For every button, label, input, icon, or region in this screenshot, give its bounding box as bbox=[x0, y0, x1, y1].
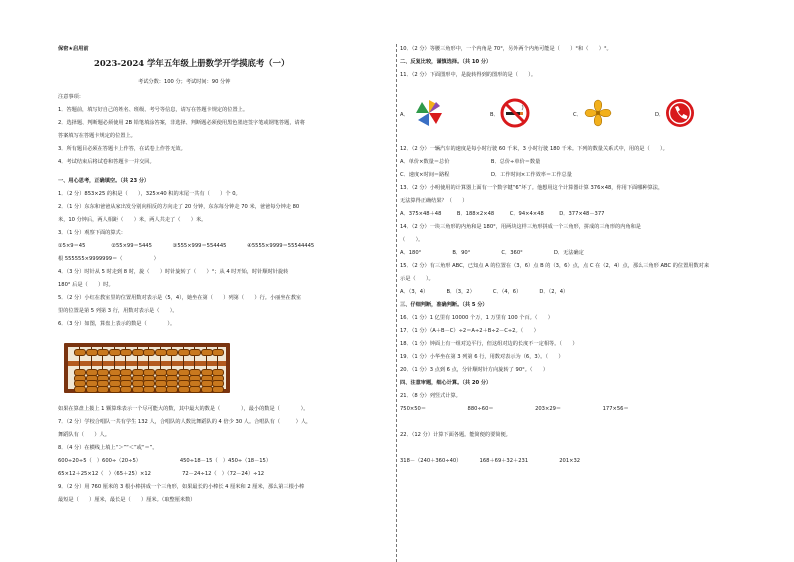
abacus-bead bbox=[201, 349, 213, 356]
abacus-bead bbox=[212, 386, 224, 393]
abacus-bead bbox=[120, 386, 132, 393]
left-question-line: 65×12＋25×12（ ）（65＋25）×12 72－24÷12（ ）（72－24）÷12 bbox=[58, 471, 265, 477]
note-item: 2．选择题、判断题必须使用 2B 铅笔填涂答案，非选择、判断题必须使用黑色墨迹签字笔或钢笔答题，请将 bbox=[58, 120, 305, 126]
column-divider bbox=[396, 44, 397, 562]
abacus-bead bbox=[86, 349, 98, 356]
right-question-line: 11．（2 分）下面图形中，是旋转得到的图形的是（ ）。 bbox=[400, 72, 537, 78]
abacus-bead bbox=[97, 349, 109, 356]
abacus-bead bbox=[166, 349, 178, 356]
abacus-image bbox=[64, 343, 230, 393]
q11-option-b: B． bbox=[490, 112, 499, 118]
abacus-bead bbox=[189, 349, 201, 356]
right-question-line: 16．（1 分）1 亿里有 10000 个万，1 万里有 100 个百。（ ） bbox=[400, 315, 553, 321]
left-question-line: 4．（3 分）时针从 5 时走到 8 时，旋（ ）时针旋转了（ ）°；从 4 时开始，时针顺时针旋转 bbox=[58, 269, 289, 275]
abacus-bead bbox=[178, 386, 190, 393]
right-question-line: 17．（1 分）（A＋B－C）÷2＝A÷2＋B÷2－C÷2。（ ） bbox=[400, 328, 539, 334]
abacus-bead bbox=[166, 386, 178, 393]
left-question-line: 5．（2 分）小红在教室里的位置用数对表示是（5，4），她坐在第（ ）列第（ ）行。小丽坐在教室 bbox=[58, 295, 302, 301]
note-item: 4．考试结束后将试卷和答题卡一并交回。 bbox=[58, 159, 155, 165]
right-question-line: 示是（ ）。 bbox=[400, 276, 434, 282]
fan-blade-icon bbox=[583, 98, 613, 128]
right-question-line: 无法算得正确结果？（ ） bbox=[400, 198, 468, 204]
right-question-line: 18．（1 分）钟面上有一组对边平行，但这组对边的长度不一定相等。（ ） bbox=[400, 341, 578, 347]
right-question-line: C．速度×时间＝路程 D．工作时间×工作效率＝工作总量 bbox=[400, 172, 572, 178]
right-question-line: 21．（8 分）列竖式计算。 bbox=[400, 393, 461, 399]
right-question-line: 750×50＝ 880÷60＝ 203×29＝ 177×56＝ bbox=[400, 406, 629, 412]
right-column bbox=[400, 0, 770, 562]
confidential-label: 保密★启用前 bbox=[58, 46, 89, 52]
left-question-line: 3．（1 分）观察下面的算式： bbox=[58, 230, 126, 236]
no-smoking-icon bbox=[500, 98, 530, 128]
right-question-line: A．（3，4） B．（3，2） C．（4，6） D．（2，4） bbox=[400, 289, 569, 295]
left-question-line: 6．（3 分）如图，算盘上表示的数是（ ）。 bbox=[58, 321, 176, 327]
right-question-line: A．375×48＋48 B．188×2×48 C．94×4×48 D．377×48－377 bbox=[400, 211, 605, 217]
note-item: 3．所有题目必须在答题卡上作答，在试卷上作答无效。 bbox=[58, 146, 186, 152]
abacus-bead bbox=[201, 386, 213, 393]
right-question-line: 三、仔细判断，准确判断。（共 5 分） bbox=[400, 302, 488, 308]
right-question-line: A．单价×数量＝总价 B．总价÷单价＝数量 bbox=[400, 159, 541, 165]
abacus-bead bbox=[120, 349, 132, 356]
abacus-bead bbox=[132, 349, 144, 356]
abacus-bead bbox=[189, 386, 201, 393]
right-question-line: 19．（1 分）小华坐在第 3 列第 6 行，用数对表示为（6，3）。（ ） bbox=[400, 354, 564, 360]
left-question-line: 里的位置是第 5 列第 3 行，用数对表示是（ ）。 bbox=[58, 308, 178, 314]
left-question-line: 7．（2 分）学校合唱队一共有学生 132 人，合唱队的人数比舞蹈队的 4 倍少 30 人。合唱队有（ ）人， bbox=[58, 419, 312, 425]
exam-meta: 考试分数：100 分；考试时间：90 分钟 bbox=[138, 79, 231, 85]
right-question-line: 10．（2 分）等腰三角形中，一个内角是 70°，另外两个内角可能是（ ）°和（ ）°。 bbox=[400, 46, 612, 52]
q11-option-a: A． bbox=[400, 112, 409, 118]
left-question-line: 9．（2 分）用 760 厘米的 3 根小棒拼成一个三角形，如果最长的小棒长 4 厘米和 2 厘米，那么第三根小棒 bbox=[58, 484, 305, 490]
abacus-bead bbox=[178, 349, 190, 356]
abacus-bead bbox=[109, 349, 121, 356]
left-question-line: ①5×9＝45 ②55×99＝5445 ③555×999＝554445 ④5555×9999＝55544445 bbox=[58, 243, 315, 249]
right-question-line: （ ）。 bbox=[400, 237, 424, 243]
left-question-line: 最短是（ ）厘米，最长是（ ）厘米。（取整厘米数） bbox=[58, 497, 196, 503]
abacus-bead bbox=[97, 386, 109, 393]
abacus-bead bbox=[143, 386, 155, 393]
abacus-bead bbox=[143, 349, 155, 356]
q11-option-c: C． bbox=[573, 112, 582, 118]
left-question-line: 600÷20÷5（ ）600÷（20÷5） 450÷18－15（ ）450÷（18－15） bbox=[58, 458, 272, 464]
abacus-bead bbox=[86, 386, 98, 393]
note-item: 答案填写在答题卡规定的位置上。 bbox=[58, 133, 136, 139]
left-question-line: 如果在算盘上拨上 1 颗算珠表示一个尽可能大的数，其中最大的数是（ ），最小的数是（ ）。 bbox=[58, 406, 309, 412]
right-question-line: 12．（2 分）一辆汽车的速度是每小时行驶 60 千米，3 小时行驶 180 千米。下列的数量关系式中，用的是（ ）。 bbox=[400, 146, 668, 152]
abacus-beam bbox=[68, 361, 226, 366]
abacus-bead bbox=[74, 349, 86, 356]
abacus-bead bbox=[212, 349, 224, 356]
abacus-bead bbox=[155, 386, 167, 393]
abacus-bead bbox=[74, 386, 86, 393]
left-question-line: 米，10 分钟后，两人相距（ ）米，两人共走了（ ）米。 bbox=[58, 217, 207, 223]
abacus-bead bbox=[155, 349, 167, 356]
left-question-line: 根 555555×9999999＝（ ） bbox=[58, 256, 159, 262]
right-question-line: 14．（2 分）一块三角形的内角和是 180°，用两块这样三角形拼成一个三角形，拼成的三角形的内角和是 bbox=[400, 224, 641, 230]
abacus-frame bbox=[68, 347, 226, 389]
notes-heading: 注意事项： bbox=[58, 94, 84, 100]
right-question-line: 318－（240＋360÷40） 168＋69＋32＋231 201×32 bbox=[400, 458, 581, 464]
left-question-line: 8．（4 分）在横线上填上“＞”“＜”或“＝”。 bbox=[58, 445, 158, 451]
left-question-line: 2．（1 分）东东和爸爸从家出发分别向相反的方向走了 20 分钟，东东每分钟走 70 米，爸爸每分钟走 80 bbox=[58, 204, 300, 210]
left-question-line: 一、用心思考，正确填空。（共 23 分） bbox=[58, 178, 150, 184]
right-question-line: 22．（12 分）计算下面各题。能简便的要简便。 bbox=[400, 432, 511, 438]
exam-title: 2023-2024 学年五年级上册数学开学摸底考（一） bbox=[94, 58, 290, 68]
phone-icon bbox=[665, 98, 695, 128]
note-item: 1．答题前，填写好自己的姓名、班级、考号等信息，请写在答题卡规定的位置上。 bbox=[58, 107, 249, 113]
pinwheel-icon bbox=[414, 98, 444, 128]
left-question-line: 180° 后是（ ）时。 bbox=[58, 282, 114, 288]
q11-option-d: D． bbox=[655, 112, 665, 118]
abacus-bead bbox=[132, 386, 144, 393]
right-question-line: 13．（2 分）小明使用的计算器上面有一个数字键“6”坏了。他想用这个计算器计算 376×48，你用下面哪种算法， bbox=[400, 185, 664, 191]
right-question-line: A．180° B．90° C．360° D．无法确定 bbox=[400, 250, 584, 256]
left-question-line: 舞蹈队有（ ）人。 bbox=[58, 432, 110, 438]
left-column bbox=[58, 0, 393, 562]
abacus-bead bbox=[109, 386, 121, 393]
left-question-line: 1．（2 分）853×25 的积是（ ），325×40 积的末尾一共有（ ）个 0。 bbox=[58, 191, 241, 197]
right-question-line: 20．（1 分）3 点到 6 点，分针顺时针方向旋转了 90°。（ ） bbox=[400, 367, 549, 373]
right-question-line: 四、注意审题，细心计算。（共 20 分） bbox=[400, 380, 492, 386]
right-question-line: 二、反复比较，谨慎选择。（共 10 分） bbox=[400, 59, 492, 65]
right-question-line: 15．（2 分）有三角形 ABC，已知点 A 的位置在（3，6）点 B 的（3，6）点，点 C 在（2，4）点，那么三角形 ABC 的位置用数对来 bbox=[400, 263, 710, 269]
